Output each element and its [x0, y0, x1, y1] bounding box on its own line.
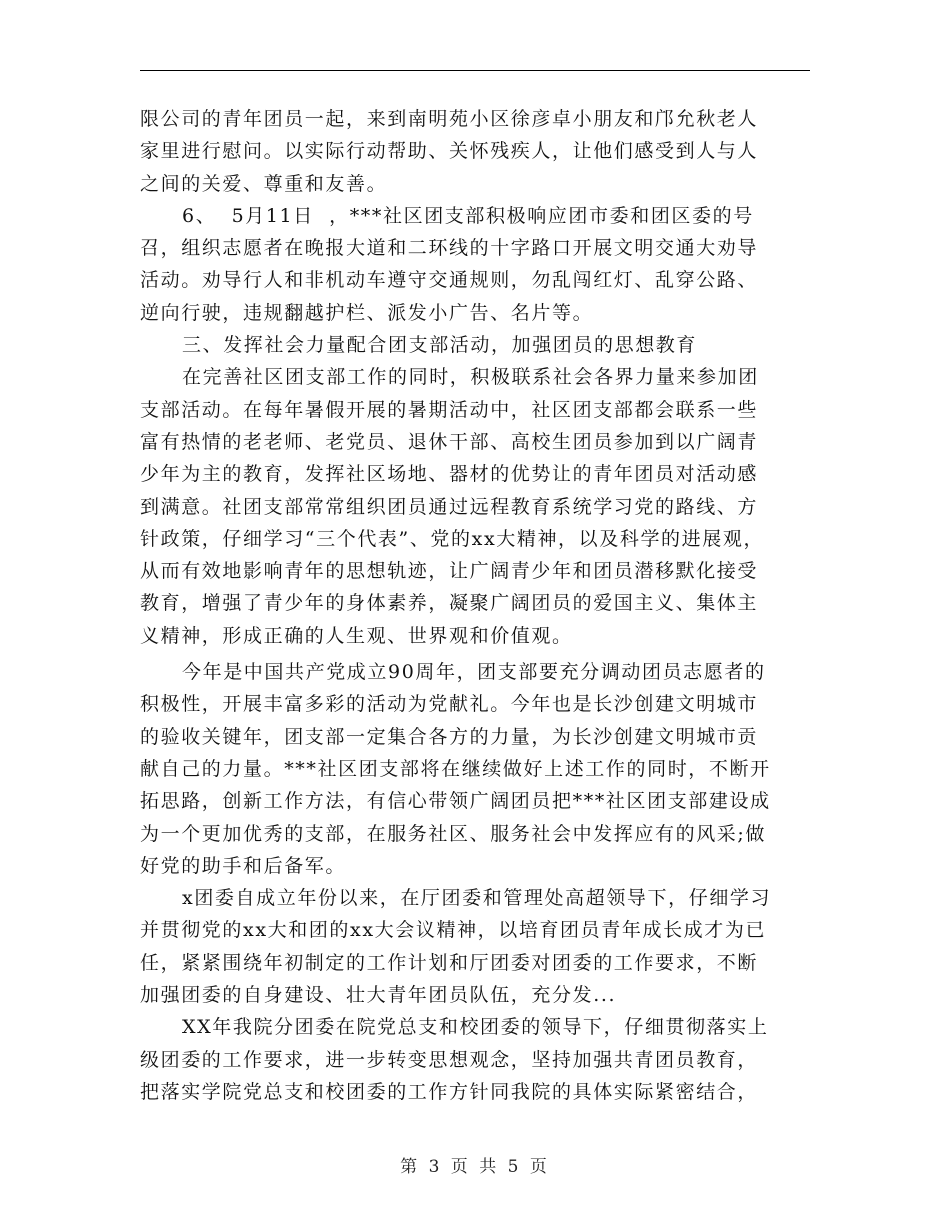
text-line: 任，紧紧围绕年初制定的工作计划和厅团委对团委的工作要求，不断 — [140, 951, 759, 974]
text-line: 并贯彻党的xx大和团的xx大会议精神，以培育团员青年成长成才为已 — [140, 919, 767, 942]
text-line: 从而有效地影响青年的思想轨迹，让广阔青少年和团员潜移默化接受 — [140, 560, 759, 583]
text-line: 加强团委的自身建设、壮大青年团员队伍，充分发... — [140, 984, 617, 1007]
document-body — [140, 103, 812, 1108]
text-line: 活动。劝导行人和非机动车遵守交通规则，勿乱闯红灯、乱穿公路、 — [140, 269, 759, 292]
text-line: 6、 5月11日 ，***社区团支部积极响应团市委和团区委的号 — [182, 204, 754, 227]
paragraph-p5 — [140, 882, 812, 1011]
text-line: 为一个更加优秀的支部，在服务社区、服务社会中发挥应有的风采;做 — [140, 822, 767, 845]
text-line: 在完善社区团支部工作的同时，积极联系社会各界力量来参加团 — [182, 366, 759, 389]
text-line: 富有热情的老老师、老党员、退休干部、高校生团员参加到以广阔青 — [140, 430, 759, 453]
text-line: 的验收关键年，团支部一定集合各方的力量，为长沙创建文明城市贡 — [140, 725, 759, 748]
text-line: 把落实学院党总支和校团委的工作方针同我院的具体实际紧密结合， — [140, 1080, 759, 1103]
section-heading-3 — [140, 329, 812, 361]
paragraph-p6 — [140, 1011, 812, 1108]
text-line: 家里进行慰问。以实际行动帮助、关怀残疾人，让他们感受到人与人 — [140, 140, 759, 163]
text-line: 逆向行驶，违规翻越护栏、派发小广告、名片等。 — [140, 301, 594, 324]
text-line: 拓思路，创新工作方法，有信心带领广阔团员把***社区团支部建设成 — [140, 790, 771, 813]
paragraph-p4 — [140, 656, 812, 882]
text-line: 积极性，开展丰富多彩的活动为党献礼。今年也是长沙创建文明城市 — [140, 693, 759, 716]
text-line: 支部活动。在每年暑假开展的暑期活动中，社区团支部都会联系一些 — [140, 398, 759, 421]
heading-line: 三、发挥社会力量配合团支部活动，加强团员的思想教育 — [182, 334, 698, 357]
text-line: 义精神，形成正确的人生观、世界观和价值观。 — [140, 624, 573, 647]
text-line: 级团委的工作要求，进一步转变思想观念，坚持加强共青团员教育， — [140, 1048, 759, 1071]
page-footer: 第 3 页 共 5 页 — [400, 1157, 550, 1177]
text-line: 到满意。社团支部常常组织团员通过远程教育系统学习党的路线、方 — [140, 495, 759, 518]
text-line: XX年我院分团委在院党总支和校团委的领导下，仔细贯彻落实上 — [182, 1016, 769, 1039]
text-line: 召，组织志愿者在晚报大道和二环线的十字路口开展文明交通大劝导 — [140, 237, 759, 260]
text-line: 少年为主的教育，发挥社区场地、器材的优势让的青年团员对活动感 — [140, 463, 759, 486]
paragraph-p3 — [140, 361, 812, 652]
text-line: 限公司的青年团员一起，来到南明苑小区徐彦卓小朋友和邝允秋老人 — [140, 108, 759, 130]
header-rule — [140, 70, 810, 71]
text-line: 教育，增强了青少年的身体素养，凝聚广阔团员的爱国主义、集体主 — [140, 592, 759, 615]
text-line: 献自己的力量。***社区团支部将在继续做好上述工作的同时，不断开 — [140, 757, 771, 780]
text-line: 今年是中国共产党成立90周年，团支部要充分调动团员志愿者的 — [182, 661, 766, 684]
text-line: 针政策，仔细学习“三个代表”、党的xx大精神，以及科学的进展观， — [140, 527, 765, 550]
text-line: x团委自成立年份以来，在厅团委和管理处高超领导下，仔细学习 — [182, 887, 772, 910]
text-line: 好党的助手和后备军。 — [140, 854, 347, 877]
text-line: 之间的关爱、尊重和友善。 — [140, 172, 388, 195]
paragraph-p1 — [140, 103, 812, 200]
paragraph-p2 — [140, 200, 812, 329]
